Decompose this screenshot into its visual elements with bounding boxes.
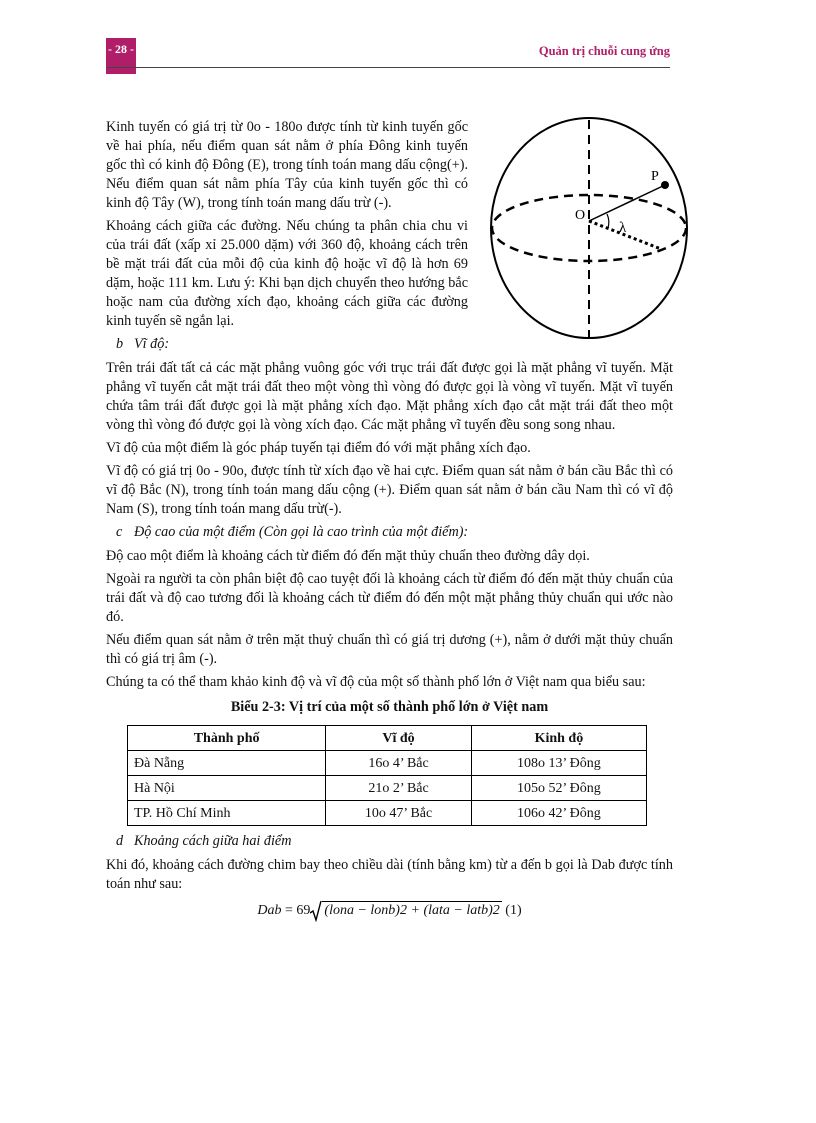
cell-latitude: 21o 2’ Bắc xyxy=(326,776,472,801)
header-longitude: Kinh độ xyxy=(471,726,646,751)
cell-city: TP. Hồ Chí Minh xyxy=(128,801,326,826)
section-c-paragraph-1: Độ cao một điểm là khoảng cách từ điểm đó đến mặt thủy chuẩn theo đường dây dọi. xyxy=(106,548,590,564)
formula-term-1: (lona − lonb)2 xyxy=(324,903,407,919)
section-b-letter: b xyxy=(116,336,124,352)
cell-longitude: 108o 13’ Đông xyxy=(471,751,646,776)
section-d-paragraph-1: Khi đó, khoảng cách đường chim bay theo chiều dài (tính bằng km) từ a đến b gọi là Dab được tính toán như sau: xyxy=(106,857,673,892)
section-c-letter: c xyxy=(116,524,123,540)
cell-longitude: 106o 42’ Đông xyxy=(471,801,646,826)
intro-paragraph-1: Kinh tuyến có giá trị từ 0o - 180o được tính từ kinh tuyến gốc về hai phía, nếu điểm quan sát nằm ở phía Đông kinh tuyến gốc thì có kinh độ Đông (E), trong tính toán mang dấu cộng(+). Nếu điểm quan sát nằm phía Tây của kinh tuyến gốc thì có kinh độ Tây (W), trong tính toán mang dấu trừ (-). xyxy=(106,119,468,211)
header-city: Thành phố xyxy=(128,726,326,751)
section-b-paragraph-1: Trên trái đất tất cả các mặt phẳng vuông góc với trục trái đất được gọi là mặt phẳng vĩ tuyến. Mặt phẳng vĩ tuyến cắt mặt trái đất theo một vòng thì vòng đó được gọi là vòng vĩ tuyến. Mặt vĩ tuyến chứa tâm trái đất được gọi là mặt phẳng xích đạo. Mặt phẳng xích đạo cắt mặt trái đất theo một vòng thì vòng đó được gọi là vòng xích đạo. Các mặt phẳng vĩ tuyến đều song song nhau. xyxy=(106,360,673,433)
sqrt-sign xyxy=(310,900,322,922)
section-b-paragraph-2: Vĩ độ của một điểm là góc pháp tuyến tại điểm đó với mặt phẳng xích đạo. xyxy=(106,440,531,456)
formula-radicand: (lona − lonb)2 + (lata − latb)2 xyxy=(324,903,500,919)
cell-latitude: 16o 4’ Bắc xyxy=(326,751,472,776)
table-header-row xyxy=(128,726,647,751)
label-lambda: λ xyxy=(619,220,627,236)
section-d-title: Khoảng cách giữa hai điểm xyxy=(134,833,292,849)
label-o: O xyxy=(575,208,586,223)
formula-term-2: (lata − latb)2 xyxy=(423,903,500,919)
section-b-heading xyxy=(106,335,673,354)
cities-table xyxy=(127,725,647,826)
formula-equals: = xyxy=(285,903,297,919)
cell-city: Đà Nẵng xyxy=(128,751,326,776)
formula-coefficient: 69 xyxy=(296,903,311,919)
distance-formula xyxy=(106,900,673,922)
cell-latitude: 10o 47’ Bắc xyxy=(326,801,472,826)
formula-lhs: Dab xyxy=(257,903,282,919)
table-row xyxy=(128,751,647,776)
section-b-title: Vĩ độ: xyxy=(134,336,170,352)
label-p: P xyxy=(651,169,659,184)
section-c-heading xyxy=(106,523,673,542)
formula-number: (1) xyxy=(505,903,522,919)
intro-paragraph-2: Khoảng cách giữa các đường. Nếu chúng ta phân chia chu vi của trái đất (xấp xỉ 25.000 dặm) với 360 độ, khoảng cách trên bề mặt trái đất của mỗi độ của kinh độ hoặc vĩ độ là hơn 69 dặm, hoặc 111 km. Lưu ý: Khi bạn dịch chuyển theo hướng bắc hoặc nam của đường xích đạo, khoảng cách giữa các đường kinh tuyến sẽ ngắn lại. xyxy=(106,218,468,329)
header-divider xyxy=(106,67,670,68)
running-header-title: Quản trị chuỗi cung ứng xyxy=(538,44,670,58)
section-d-heading xyxy=(106,832,673,851)
intro-column xyxy=(106,118,468,331)
section-c-title: Độ cao của một điểm (Còn gọi là cao trình của một điểm): xyxy=(134,524,469,540)
page-number: - 28 - xyxy=(106,38,136,74)
table-row xyxy=(128,801,647,826)
cell-longitude: 105o 52’ Đông xyxy=(471,776,646,801)
cell-city: Hà Nội xyxy=(128,776,326,801)
page-content xyxy=(106,118,673,922)
table-row xyxy=(128,776,647,801)
header-latitude: Vĩ độ xyxy=(326,726,472,751)
section-c-paragraph-3: Nếu điểm quan sát nằm ở trên mặt thuỷ chuẩn thì có giá trị dương (+), nằm ở dưới mặt thủy chuẩn thì có giá trị âm (-). xyxy=(106,632,673,667)
section-d-letter: d xyxy=(116,833,124,849)
section-c-paragraph-2: Ngoài ra người ta còn phân biệt độ cao tuyệt đối là khoảng cách từ điểm đó đến mặt thủy chuẩn của trái đất và độ cao tương đối là khoảng cách từ điểm đó đến một mặt phẳng thủy chuẩn qui ước nào đó. xyxy=(106,571,673,625)
section-c-paragraph-4: Chúng ta có thể tham khảo kinh độ và vĩ độ của một số thành phố lớn ở Việt nam qua biểu sau: xyxy=(106,674,646,690)
section-b-paragraph-3: Vĩ độ có giá trị 0o - 90o, được tính từ xích đạo về hai cực. Điểm quan sát nằm ở bán cầu Bắc thì có vĩ độ Bắc (N), trong tính toán mang dấu cộng (+). Điểm quan sát nằm ở bán cầu Nam thì có vĩ độ Nam (S), trong tính toán mang dấu trừ(-). xyxy=(106,463,673,517)
table-caption: Biểu 2-3: Vị trí của một số thành phố lớn ở Việt nam xyxy=(230,699,549,715)
